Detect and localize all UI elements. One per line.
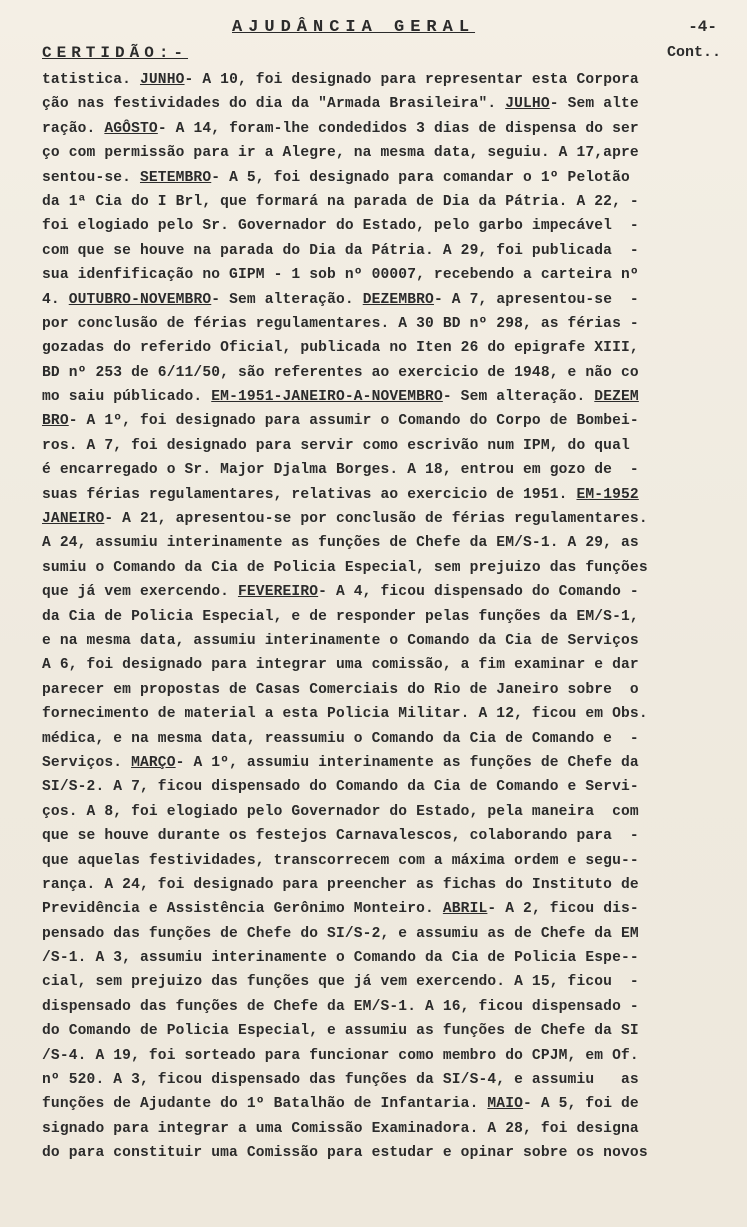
- text-segment: - A 4, ficou dispensado do Comando -: [318, 584, 639, 601]
- text-line: [42, 897, 727, 921]
- text-segment: que aquelas festividades, transcorrecem com a máxima ordem e segu--: [42, 852, 639, 869]
- text-segment: - A 7, apresentou-se -: [433, 291, 639, 308]
- text-line: [42, 1141, 727, 1165]
- underlined-heading: EM-1951-JANEIRO-A-NOVEMBRO: [211, 389, 443, 406]
- underlined-heading: MARÇO: [131, 754, 176, 771]
- text-line: [42, 483, 727, 507]
- underlined-heading: JUNHO: [139, 72, 185, 88]
- text-segment: da Cia de Policia Especial, e de responder pelas funções da EM/S-1,: [42, 608, 639, 625]
- text-line: [42, 824, 727, 848]
- text-segment: pensado das funções de Chefe do SI/S-2, e assumiu as de Chefe da EM: [42, 925, 639, 942]
- text-segment: - A 10, foi designado para representar esta Corpora: [184, 72, 639, 88]
- text-segment: /S-4. A 19, foi sorteado para funcionar como membro do CPJM, em Of.: [42, 1047, 639, 1064]
- text-line: [42, 385, 727, 409]
- text-segment: funções de Ajudante do 1º Batalhão de Infantaria.: [42, 1096, 488, 1113]
- underlined-heading: EM-1952: [576, 486, 639, 503]
- text-segment: do Comando de Policia Especial, e assumiu as funções de Chefe da SI: [42, 1023, 639, 1040]
- page-header: [0, 18, 747, 44]
- text-line: [42, 1019, 727, 1043]
- text-segment: sumiu o Comando da Cia de Policia Especial, sem prejuizo das funções: [42, 559, 648, 576]
- underlined-heading: SETEMBRO: [139, 169, 212, 186]
- text-segment: signado para integrar a uma Comissão Examinadora. A 28, foi designa: [42, 1120, 639, 1137]
- text-segment: suas férias regulamentares, relativas ao exercicio de 1951.: [42, 486, 577, 503]
- text-line: [42, 1092, 727, 1116]
- text-line: [42, 214, 727, 238]
- text-segment: cial, sem prejuizo das funções que já vem exercendo. A 15, ficou -: [42, 974, 639, 991]
- text-line: [42, 800, 727, 824]
- text-segment: dispensado das funções de Chefe da EM/S-1. A 16, ficou dispensado -: [42, 998, 639, 1015]
- text-segment: - A 2, ficou dis-: [487, 901, 639, 918]
- section-title: CERTIDÃO:-: [42, 44, 189, 62]
- text-segment: tatistica.: [42, 72, 140, 88]
- text-line: [42, 556, 727, 580]
- underlined-heading: OUTUBRO-NOVEMBRO: [68, 291, 212, 308]
- underlined-heading: DEZEM: [594, 389, 639, 406]
- document-body: [42, 68, 727, 1166]
- text-segment: que já vem exercendo.: [42, 584, 238, 601]
- text-segment: - A 5, foi de: [523, 1096, 639, 1113]
- underlined-heading: JULHO: [505, 96, 550, 113]
- underlined-heading: ABRIL: [442, 901, 488, 918]
- text-segment: gozadas do referido Oficial, publicada no Iten 26 do epigrafe XIII,: [42, 340, 639, 357]
- text-line: [42, 970, 727, 994]
- text-line: [42, 605, 727, 629]
- text-segment: ção nas festividades do dia da "Armada Brasileira".: [42, 96, 506, 113]
- text-segment: médica, e na mesma data, reassumiu o Comando da Cia de Comando e -: [42, 730, 639, 747]
- text-segment: foi elogiado pelo Sr. Governador do Estado, pelo garbo impecável -: [42, 218, 639, 235]
- text-segment: - A 21, apresentou-se por conclusão de férias regulamentares.: [104, 511, 648, 528]
- text-line: [42, 849, 727, 873]
- text-segment: da 1ª Cia do I Brl, que formará na parada de Dia da Pátria. A 22, -: [42, 193, 639, 210]
- text-segment: A 24, assumiu interinamente as funções de Chefe da EM/S-1. A 29, as: [42, 535, 639, 552]
- continued-label: Cont..: [666, 44, 721, 61]
- text-segment: - A 1º, assumiu interinamente as funções de Chefe da: [175, 754, 639, 771]
- text-line: [42, 775, 727, 799]
- text-segment: BD nº 253 de 6/11/50, são referentes ao exercicio de 1948, e não co: [42, 364, 639, 381]
- text-line: [42, 434, 727, 458]
- text-segment: - Sem alteração.: [211, 291, 363, 308]
- text-segment: ço com permissão para ir a Alegre, na mesma data, seguiu. A 17,apre: [42, 145, 639, 162]
- text-segment: A 6, foi designado para integrar uma comissão, a fim examinar e dar: [42, 657, 639, 674]
- text-segment: Previdência e Assistência Gerônimo Monteiro.: [42, 901, 443, 918]
- text-line: [42, 263, 727, 287]
- text-line: [42, 1044, 727, 1068]
- text-segment: nº 520. A 3, ficou dispensado das funções da SI/S-4, e assumiu as: [42, 1072, 639, 1089]
- underlined-heading: MAIO: [487, 1096, 524, 1113]
- text-segment: parecer em propostas de Casas Comerciais do Rio de Janeiro sobre o: [42, 681, 639, 698]
- text-line: [42, 409, 727, 433]
- text-segment: ros. A 7, foi designado para servir como escrivão num IPM, do qual: [42, 437, 630, 454]
- underlined-heading: AGÔSTO: [104, 120, 158, 137]
- text-segment: Serviços.: [42, 754, 132, 771]
- text-line: [42, 117, 727, 141]
- text-segment: sua idenfificação no GIPM - 1 sob nº 00007, recebendo a carteira nº: [42, 267, 639, 284]
- text-line: [42, 361, 727, 385]
- text-line: [42, 702, 727, 726]
- text-segment: ços. A 8, foi elogiado pelo Governador do Estado, pela maneira com: [42, 803, 639, 820]
- text-segment: 4.: [42, 291, 69, 308]
- text-line: [42, 141, 727, 165]
- text-line: [42, 653, 727, 677]
- text-segment: do para constituir uma Comissão para estudar e opinar sobre os novos: [42, 1145, 648, 1162]
- text-line: [42, 678, 727, 702]
- text-segment: mo saiu públicado.: [42, 389, 212, 406]
- text-line: [42, 580, 727, 604]
- text-line: [42, 629, 727, 653]
- text-line: [42, 288, 727, 312]
- text-line: [42, 507, 727, 531]
- text-segment: - Sem alte: [549, 96, 639, 113]
- text-segment: que se houve durante os festejos Carnavalescos, colaborando para -: [42, 828, 639, 845]
- text-segment: - A 1º, foi designado para assumir o Comando do Corpo de Bombei-: [68, 413, 639, 430]
- text-line: [42, 727, 727, 751]
- document-title: AJUDÂNCIA GERAL: [232, 18, 476, 37]
- text-segment: com que se houve na parada do Dia da Pátria. A 29, foi publicada -: [42, 242, 639, 259]
- text-segment: e na mesma data, assumiu interinamente o Comando da Cia de Serviços: [42, 632, 639, 649]
- text-line: [42, 873, 727, 897]
- text-segment: SI/S-2. A 7, ficou dispensado do Comando da Cia de Comando e Servi-: [42, 779, 639, 796]
- text-segment: /S-1. A 3, assumiu interinamente o Comando da Cia de Policia Espe--: [42, 950, 639, 967]
- text-line: [42, 922, 727, 946]
- underlined-heading: JANEIRO: [42, 511, 105, 528]
- text-line: [42, 239, 727, 263]
- text-line: [42, 531, 727, 555]
- text-segment: - A 5, foi designado para comandar o 1º Pelotão: [211, 169, 630, 186]
- text-segment: é encarregado o Sr. Major Djalma Borges. A 18, entrou em gozo de -: [42, 462, 639, 479]
- text-line: [42, 1117, 727, 1141]
- text-line: [42, 68, 727, 92]
- text-line: [42, 946, 727, 970]
- text-segment: rança. A 24, foi designado para preencher as fichas do Instituto de: [42, 876, 639, 893]
- underlined-heading: DEZEMBRO: [362, 291, 434, 308]
- text-segment: por conclusão de férias regulamentares. A 30 BD nº 298, as férias -: [42, 315, 639, 332]
- section-header: [0, 44, 747, 68]
- text-segment: - Sem alteração.: [442, 389, 595, 406]
- text-line: [42, 166, 727, 190]
- text-line: [42, 458, 727, 482]
- underlined-heading: FEVEREIRO: [237, 584, 319, 601]
- text-line: [42, 312, 727, 336]
- text-line: [42, 751, 727, 775]
- underlined-heading: BRO: [42, 413, 69, 430]
- text-line: [42, 1068, 727, 1092]
- text-line: [42, 336, 727, 360]
- text-line: [42, 995, 727, 1019]
- text-segment: sentou-se.: [42, 169, 140, 186]
- page-number: -4-: [688, 18, 717, 36]
- text-segment: - A 14, foram-lhe condedidos 3 dias de dispensa do ser: [157, 120, 639, 137]
- text-line: [42, 92, 727, 116]
- text-line: [42, 190, 727, 214]
- text-segment: ração.: [42, 120, 105, 137]
- text-segment: fornecimento de material a esta Policia Militar. A 12, ficou em Obs.: [42, 706, 648, 723]
